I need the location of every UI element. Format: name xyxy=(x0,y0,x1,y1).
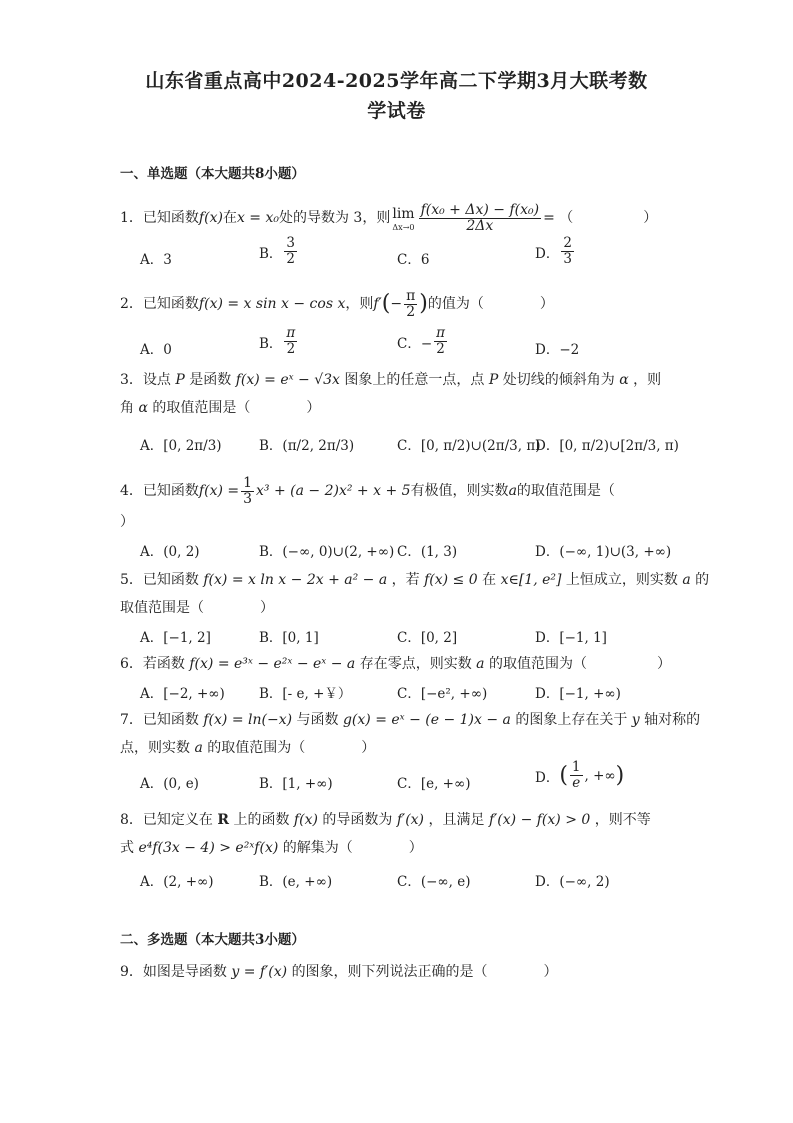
q1-option-c: C．6 xyxy=(397,252,430,268)
q5-var-a: a xyxy=(682,572,691,588)
q6-text-a: 6．若函数 xyxy=(120,656,185,672)
q7-optd-den: e xyxy=(572,775,581,791)
q8-text-b: 上的函数 xyxy=(233,812,290,828)
q1-optb-den: 2 xyxy=(286,251,296,267)
q8-line2-a: 式 xyxy=(120,840,134,856)
q6-option-d: D．[−1, +∞) xyxy=(535,686,621,702)
question-3-line1 xyxy=(120,370,665,390)
q5-option-a: A．[−1, 2] xyxy=(140,630,211,646)
q4-option-d: D．(−∞, 1)∪(3, +∞) xyxy=(535,544,672,560)
q4-function-start: f(x) = xyxy=(198,483,240,499)
q6-option-c: C．[−e², +∞) xyxy=(397,686,488,702)
q1-fraction xyxy=(419,203,542,234)
q6-var-a: a xyxy=(476,656,485,672)
q8-option-b: B．(e, +∞) xyxy=(259,874,333,890)
q8-text-a: 8．已知定义在 xyxy=(120,812,213,828)
q5-option-d: D．[−1, 1] xyxy=(535,630,607,646)
q6-text-c: 的取值范围为（ ） xyxy=(488,656,671,672)
q7-text-b: 与函数 xyxy=(296,712,339,728)
q5-option-c: C．[0, 2] xyxy=(397,630,458,646)
q2-arg-den: 2 xyxy=(406,303,416,320)
q7-line2-a: 点，则实数 xyxy=(120,740,190,756)
q2-text-a: 2．已知函数 xyxy=(120,296,199,312)
q3-point-p2: P xyxy=(488,372,499,388)
question-7-line2 xyxy=(120,738,665,758)
q3-line2-b: 的取值范围是（ ） xyxy=(152,400,321,416)
q8-set-r: R xyxy=(217,812,230,828)
q6-function: f(x) = e³ˣ − e²ˣ − eˣ − a xyxy=(189,656,356,672)
q6-option-b: B．[- e, +￥） xyxy=(259,686,352,702)
q7-line2-b: 的取值范围为（ ） xyxy=(207,740,376,756)
q1-optb-num: 3 xyxy=(286,235,296,251)
q1-lim-sub: Δx→0 xyxy=(392,223,415,232)
section-single-choice: 一、单选题（本大题共8小题） xyxy=(120,166,305,182)
q3-option-b xyxy=(259,434,354,454)
q3-option-d xyxy=(535,434,679,454)
q5-text-b: ，若 xyxy=(391,572,420,588)
q8-condition: f′(x) − f(x) > 0 xyxy=(488,812,591,828)
q2-optb-den: 2 xyxy=(286,341,296,357)
question-9 xyxy=(120,962,665,982)
document-title-line1: 山东省重点高中2024-2025学年高二下学期3月大联考数 xyxy=(145,70,648,92)
q1-option-b xyxy=(259,236,299,267)
q7-text-c: 的图象上存在关于 xyxy=(515,712,628,728)
q8-text-c: 的导函数为 xyxy=(322,812,393,828)
section-multiple-choice: 二、多选题（本大题共3小题） xyxy=(120,932,305,948)
q2-optb-num: π xyxy=(286,325,296,341)
q1-tail: = （ ） xyxy=(543,210,658,226)
q5-domain: x∈[1, e²] xyxy=(500,572,562,588)
q4-option-c: C．(1, 3) xyxy=(397,544,458,560)
q1-text-c: 在 xyxy=(222,210,237,226)
q1-option-d-label: D． xyxy=(535,245,560,262)
q1-option-a: A．3 xyxy=(140,252,172,268)
q3-line2-a: 角 xyxy=(120,400,134,416)
q2-option-c-label: C．− xyxy=(397,335,433,352)
q8-option-a: A．(2, +∞) xyxy=(140,874,214,890)
q4-function-rest: x³ + (a − 2)x² + x + 5 xyxy=(256,483,411,499)
question-4-line2: ） xyxy=(120,514,134,530)
q6-option-a: A．[−2, +∞) xyxy=(140,686,225,702)
q3-option-b-value: (π/2, 2π/3) xyxy=(282,438,355,454)
q2-text-b: ，则 xyxy=(345,296,374,312)
q2-option-b-label: B． xyxy=(259,335,283,352)
q5-text-h: 的 xyxy=(695,572,710,588)
q7-optd-num: 1 xyxy=(571,759,581,775)
q2-option-d: D．−2 xyxy=(535,342,580,358)
q4-text-a: 4．已知函数 xyxy=(120,483,199,499)
question-2: 2．已知函数 f(x) = x sin x − cos x ，则 f′ ( − $\frac{\pi}{2}$ ) 的值为（ ） xyxy=(120,287,554,320)
q1-text-a: 1．已知函数 xyxy=(120,210,199,226)
question-6 xyxy=(120,654,671,674)
q3-option-b-label: B． xyxy=(259,438,283,454)
q2-optc-den: 2 xyxy=(436,341,445,357)
q3-option-c-value: [0, π/2)∪(2π/3, π) xyxy=(420,438,541,454)
q1-fx: f(x) xyxy=(198,210,223,226)
q5-condition: f(x) ≤ 0 xyxy=(424,572,478,588)
q2-tail: 的值为（ ） xyxy=(427,296,554,312)
q1-frac-den: 2Δx xyxy=(466,217,494,234)
q7-option-c: C．[e, +∞) xyxy=(397,776,471,792)
q8-fx: f(x) xyxy=(293,812,318,828)
q3-option-a xyxy=(140,434,222,454)
q7-option-d-label: D． xyxy=(535,769,560,786)
q7-var-a: a xyxy=(194,740,203,756)
q2-function: f(x) = x sin x − cos x xyxy=(198,296,346,312)
q1-optd-num: 2 xyxy=(563,235,572,251)
q1-option-b-label: B． xyxy=(259,245,283,262)
q4-text-b: 有极值，则实数 xyxy=(410,483,509,499)
q7-option-b: B．[1, +∞) xyxy=(259,776,333,792)
q4-frac-den: 3 xyxy=(243,490,253,507)
q2-fprime: f′ xyxy=(373,296,382,312)
q1-limit xyxy=(392,204,414,232)
q3-option-a-label: A． xyxy=(140,438,164,454)
q3-point-p: P xyxy=(175,372,185,388)
q2-option-c xyxy=(397,326,449,357)
question-3-line2 xyxy=(120,398,665,418)
q1-frac-num: f(x₀ + Δx) − f(x₀) xyxy=(420,201,540,218)
q7-function-g: g(x) = eˣ − (e − 1)x − a xyxy=(342,712,511,728)
q2-option-b xyxy=(259,326,299,357)
q4-text-c: 的取值范围是（ xyxy=(516,483,615,499)
question-1 xyxy=(120,198,665,238)
q1-lim-word: lim xyxy=(392,206,415,222)
q3-alpha: α xyxy=(619,372,629,388)
question-7-line1 xyxy=(120,710,701,730)
q3-option-d-value: [0, π/2)∪[2π/3, π) xyxy=(559,438,679,454)
question-8-line2 xyxy=(120,838,665,858)
q8-text-d: ，且满足 xyxy=(428,812,485,828)
q2-option-a: A．0 xyxy=(140,342,172,358)
q5-text-g: 上恒成立，则实数 xyxy=(565,572,678,588)
q5-text-d: 在 xyxy=(482,572,497,588)
q7-option-a: A．(0, e) xyxy=(140,776,199,792)
q7-optd-tail: , +∞ xyxy=(584,767,616,784)
q4-var-a: a xyxy=(508,483,517,499)
q2-optc-num: π xyxy=(436,325,446,341)
q3-text-b: 是函数 xyxy=(189,372,232,388)
question-5-line2: 取值范围是（ ） xyxy=(120,600,274,616)
q7-function-f: f(x) = ln(−x) xyxy=(203,712,293,728)
q3-option-d-label: D． xyxy=(535,438,560,454)
q3-option-c xyxy=(397,434,540,454)
question-4-line1 xyxy=(120,474,665,508)
q9-function: y = f′(x) xyxy=(231,964,288,980)
q8-option-d: D．(−∞, 2) xyxy=(535,874,610,890)
q2-arg-num: π xyxy=(406,287,416,304)
q3-alpha2: α xyxy=(138,400,148,416)
q1-option-d xyxy=(535,236,576,267)
q1-text-e: 处的导数为 3，则 xyxy=(278,210,391,226)
q7-text-d: 轴对称的 xyxy=(644,712,701,728)
q3-function: f(x) = eˣ − √3x xyxy=(235,372,340,388)
q1-optd-den: 3 xyxy=(563,251,572,267)
q3-text-e: ，则 xyxy=(633,372,662,388)
q3-text-d: 处切线的倾斜角为 xyxy=(502,372,615,388)
q1-x0: x = x₀ xyxy=(236,210,279,226)
q8-inequality: e⁴f(3x − 4) > e²ˣf(x) xyxy=(138,840,279,856)
q9-text-a: 9．如图是导函数 xyxy=(120,964,227,980)
q7-y-axis: y xyxy=(631,712,640,728)
q4-frac-num: 1 xyxy=(243,474,253,491)
q3-option-c-label: C． xyxy=(397,438,421,454)
q9-text-b: 的图象，则下列说法正确的是（ ） xyxy=(291,964,558,980)
q8-text-e: ，则不等 xyxy=(594,812,651,828)
q3-text-c: 图象上的任意一点，点 xyxy=(344,372,485,388)
q5-text-a: 5．已知函数 xyxy=(120,572,199,588)
q8-line2-b: 的解集为（ ） xyxy=(282,840,423,856)
q8-fprime: f′(x) xyxy=(396,812,425,828)
q8-option-c: C．(−∞, e) xyxy=(397,874,471,890)
q4-option-a: A．(0, 2) xyxy=(140,544,200,560)
q5-option-b: B．[0, 1] xyxy=(259,630,319,646)
q3-option-a-value: [0, 2π/3) xyxy=(163,438,222,454)
document-title-line2: 学试卷 xyxy=(367,100,426,122)
q7-text-a: 7．已知函数 xyxy=(120,712,199,728)
q4-option-b: B．(−∞, 0)∪(2, +∞) xyxy=(259,544,395,560)
question-8-line1 xyxy=(120,810,665,830)
q6-text-b: 存在零点，则实数 xyxy=(359,656,472,672)
q5-function: f(x) = x ln x − 2x + a² − a xyxy=(203,572,388,588)
question-5-line1 xyxy=(120,570,710,590)
q7-option-d: D． ( $\frac{1}{e}$ , +∞ ) xyxy=(535,759,625,791)
q3-text-a: 3．设点 xyxy=(120,372,171,388)
